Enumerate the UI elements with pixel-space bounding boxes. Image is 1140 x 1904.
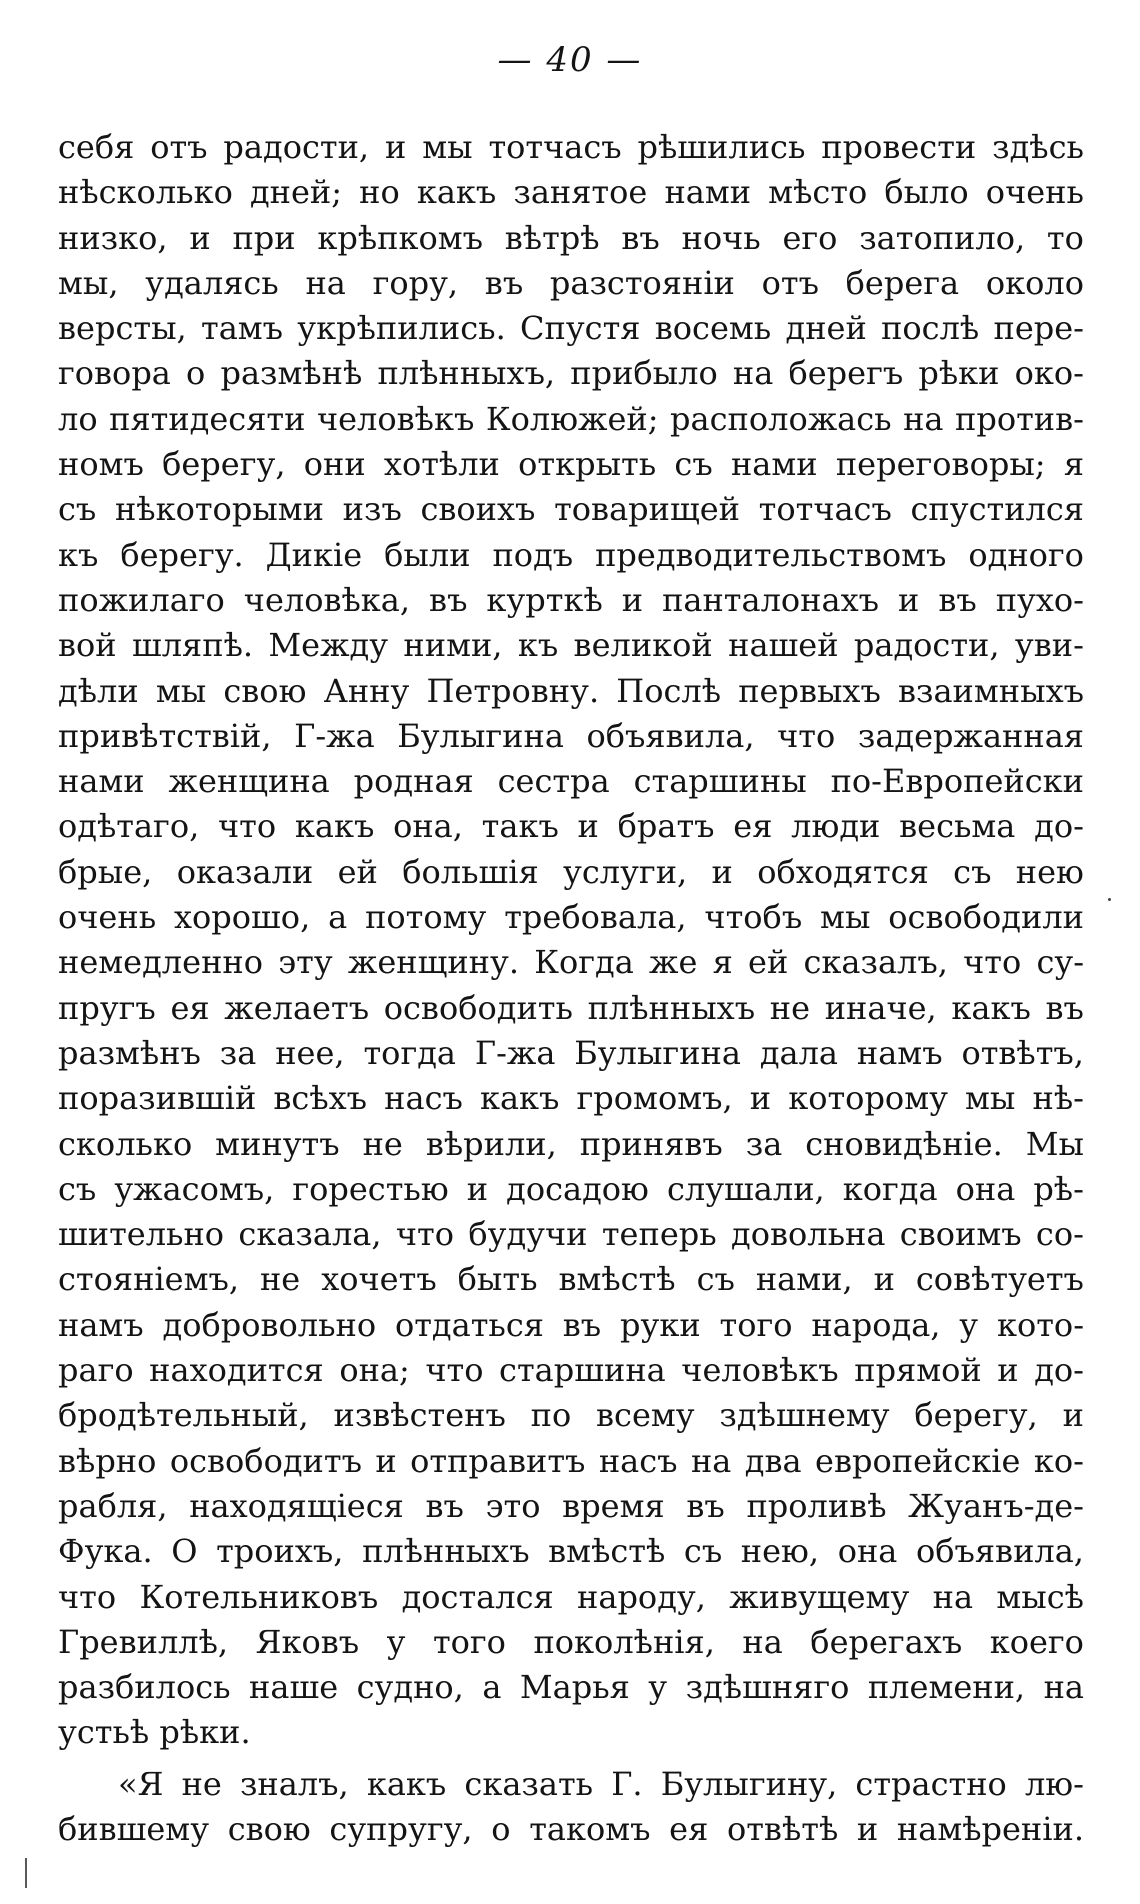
text-line: поразившій всѣхъ насъ какъ громомъ, и которому мы нѣ-	[58, 1079, 1084, 1118]
text-line: шительно сказала, что будучи теперь довольна своимъ со-	[58, 1215, 1084, 1254]
text-line: разбилось наше судно, а Марья у здѣшняго племени, на	[58, 1668, 1084, 1707]
text-line: вой шляпѣ. Между ними, къ великой нашей радости, уви-	[58, 626, 1084, 665]
body-text	[58, 125, 1084, 1852]
text-line: Гревиллѣ, Яковъ у того поколѣнія, на берегахъ коего	[58, 1622, 1084, 1661]
text-line: привѣтствій, Г-жа Булыгина объявила, что задержанная	[58, 716, 1084, 755]
text-line: рабля, находящіеся въ это время въ проливѣ Жуанъ-де-	[58, 1486, 1084, 1525]
text-line: ло пятидесяти человѣкъ Колюжей; расположась на против-	[58, 399, 1084, 438]
text-line: одѣтаго, что какъ она, такъ и братъ ея люди весьма до-	[58, 807, 1084, 846]
text-line: нами женщина родная сестра старшины по-Европейски	[58, 762, 1084, 801]
text-line: брые, оказали ей большія услуги, и обходятся съ нею	[58, 852, 1084, 891]
text-line: намъ добровольно отдаться въ руки того народа, у кото-	[58, 1305, 1084, 1344]
text-line: бившему свою супругу, о такомъ ея отвѣтѣ и намѣреніи.	[58, 1809, 1084, 1848]
text-line: номъ берегу, они хотѣли открыть съ нами переговоры; я	[58, 445, 1084, 484]
text-line: вѣрно освободитъ и отправитъ насъ на два европейскіе ко-	[58, 1441, 1084, 1480]
text-line: раго находится она; что старшина человѣкъ прямой и до-	[58, 1351, 1084, 1390]
margin-mark	[25, 1858, 27, 1888]
text-line: себя отъ радости, и мы тотчасъ рѣшились провести здѣсь	[58, 128, 1084, 166]
text-line: къ берегу. Дикіе были подъ предводительствомъ одного	[58, 535, 1084, 574]
text-line: съ ужасомъ, горестью и досадою слушали, когда она рѣ-	[58, 1169, 1084, 1208]
text-line: сколько минутъ не вѣрили, принявъ за сновидѣніе. Мы	[58, 1124, 1084, 1163]
text-line: Фука. О троихъ, плѣнныхъ вмѣстѣ съ нею, она объявила,	[58, 1532, 1084, 1571]
text-line: низко, и при крѣпкомъ вѣтрѣ въ ночь его затопило, то	[58, 218, 1084, 257]
text-line: бродѣтельный, извѣстенъ по всему здѣшнему берегу, и	[58, 1396, 1084, 1435]
text-line: пожилаго человѣка, въ курткѣ и панталонахъ и въ пухо-	[58, 580, 1084, 619]
text-line: дѣли мы свою Анну Петровну. Послѣ первыхъ взаимныхъ	[58, 671, 1084, 710]
text-line: размѣнъ за нее, тогда Г-жа Булыгина дала намъ отвѣтъ,	[58, 1033, 1084, 1072]
text-line: версты, тамъ укрѣпились. Спустя восемь дней послѣ пере-	[58, 309, 1084, 348]
text-line: «Я не зналъ, какъ сказать Г. Булыгину, страстно лю-	[118, 1764, 1084, 1803]
text-line: очень хорошо, а потому требовала, чтобъ мы освободили	[58, 898, 1084, 937]
text-line: съ нѣкоторыми изъ своихъ товарищей тотчасъ спустился	[58, 490, 1084, 529]
text-line: что Котельниковъ достался народу, живущему на мысѣ	[58, 1577, 1084, 1616]
ink-speck	[1108, 898, 1111, 901]
text-line: немедленно эту женщину. Когда же я ей сказалъ, что су-	[58, 943, 1084, 982]
text-line: устьѣ рѣки.	[58, 1713, 251, 1752]
page-number: — 40 —	[497, 40, 643, 80]
text-line: говора о размѣнѣ плѣнныхъ, прибыло на берегъ рѣки око-	[58, 354, 1084, 393]
text-line: пругъ ея желаетъ освободить плѣнныхъ не иначе, какъ въ	[58, 988, 1084, 1027]
text-line: нѣсколько дней; но какъ занятое нами мѣсто было очень	[58, 173, 1084, 212]
text-line: мы, удалясь на гору, въ разстояніи отъ берега около	[58, 263, 1084, 302]
text-line: стояніемъ, не хочетъ быть вмѣстѣ съ нами, и совѣтуетъ	[58, 1260, 1084, 1299]
